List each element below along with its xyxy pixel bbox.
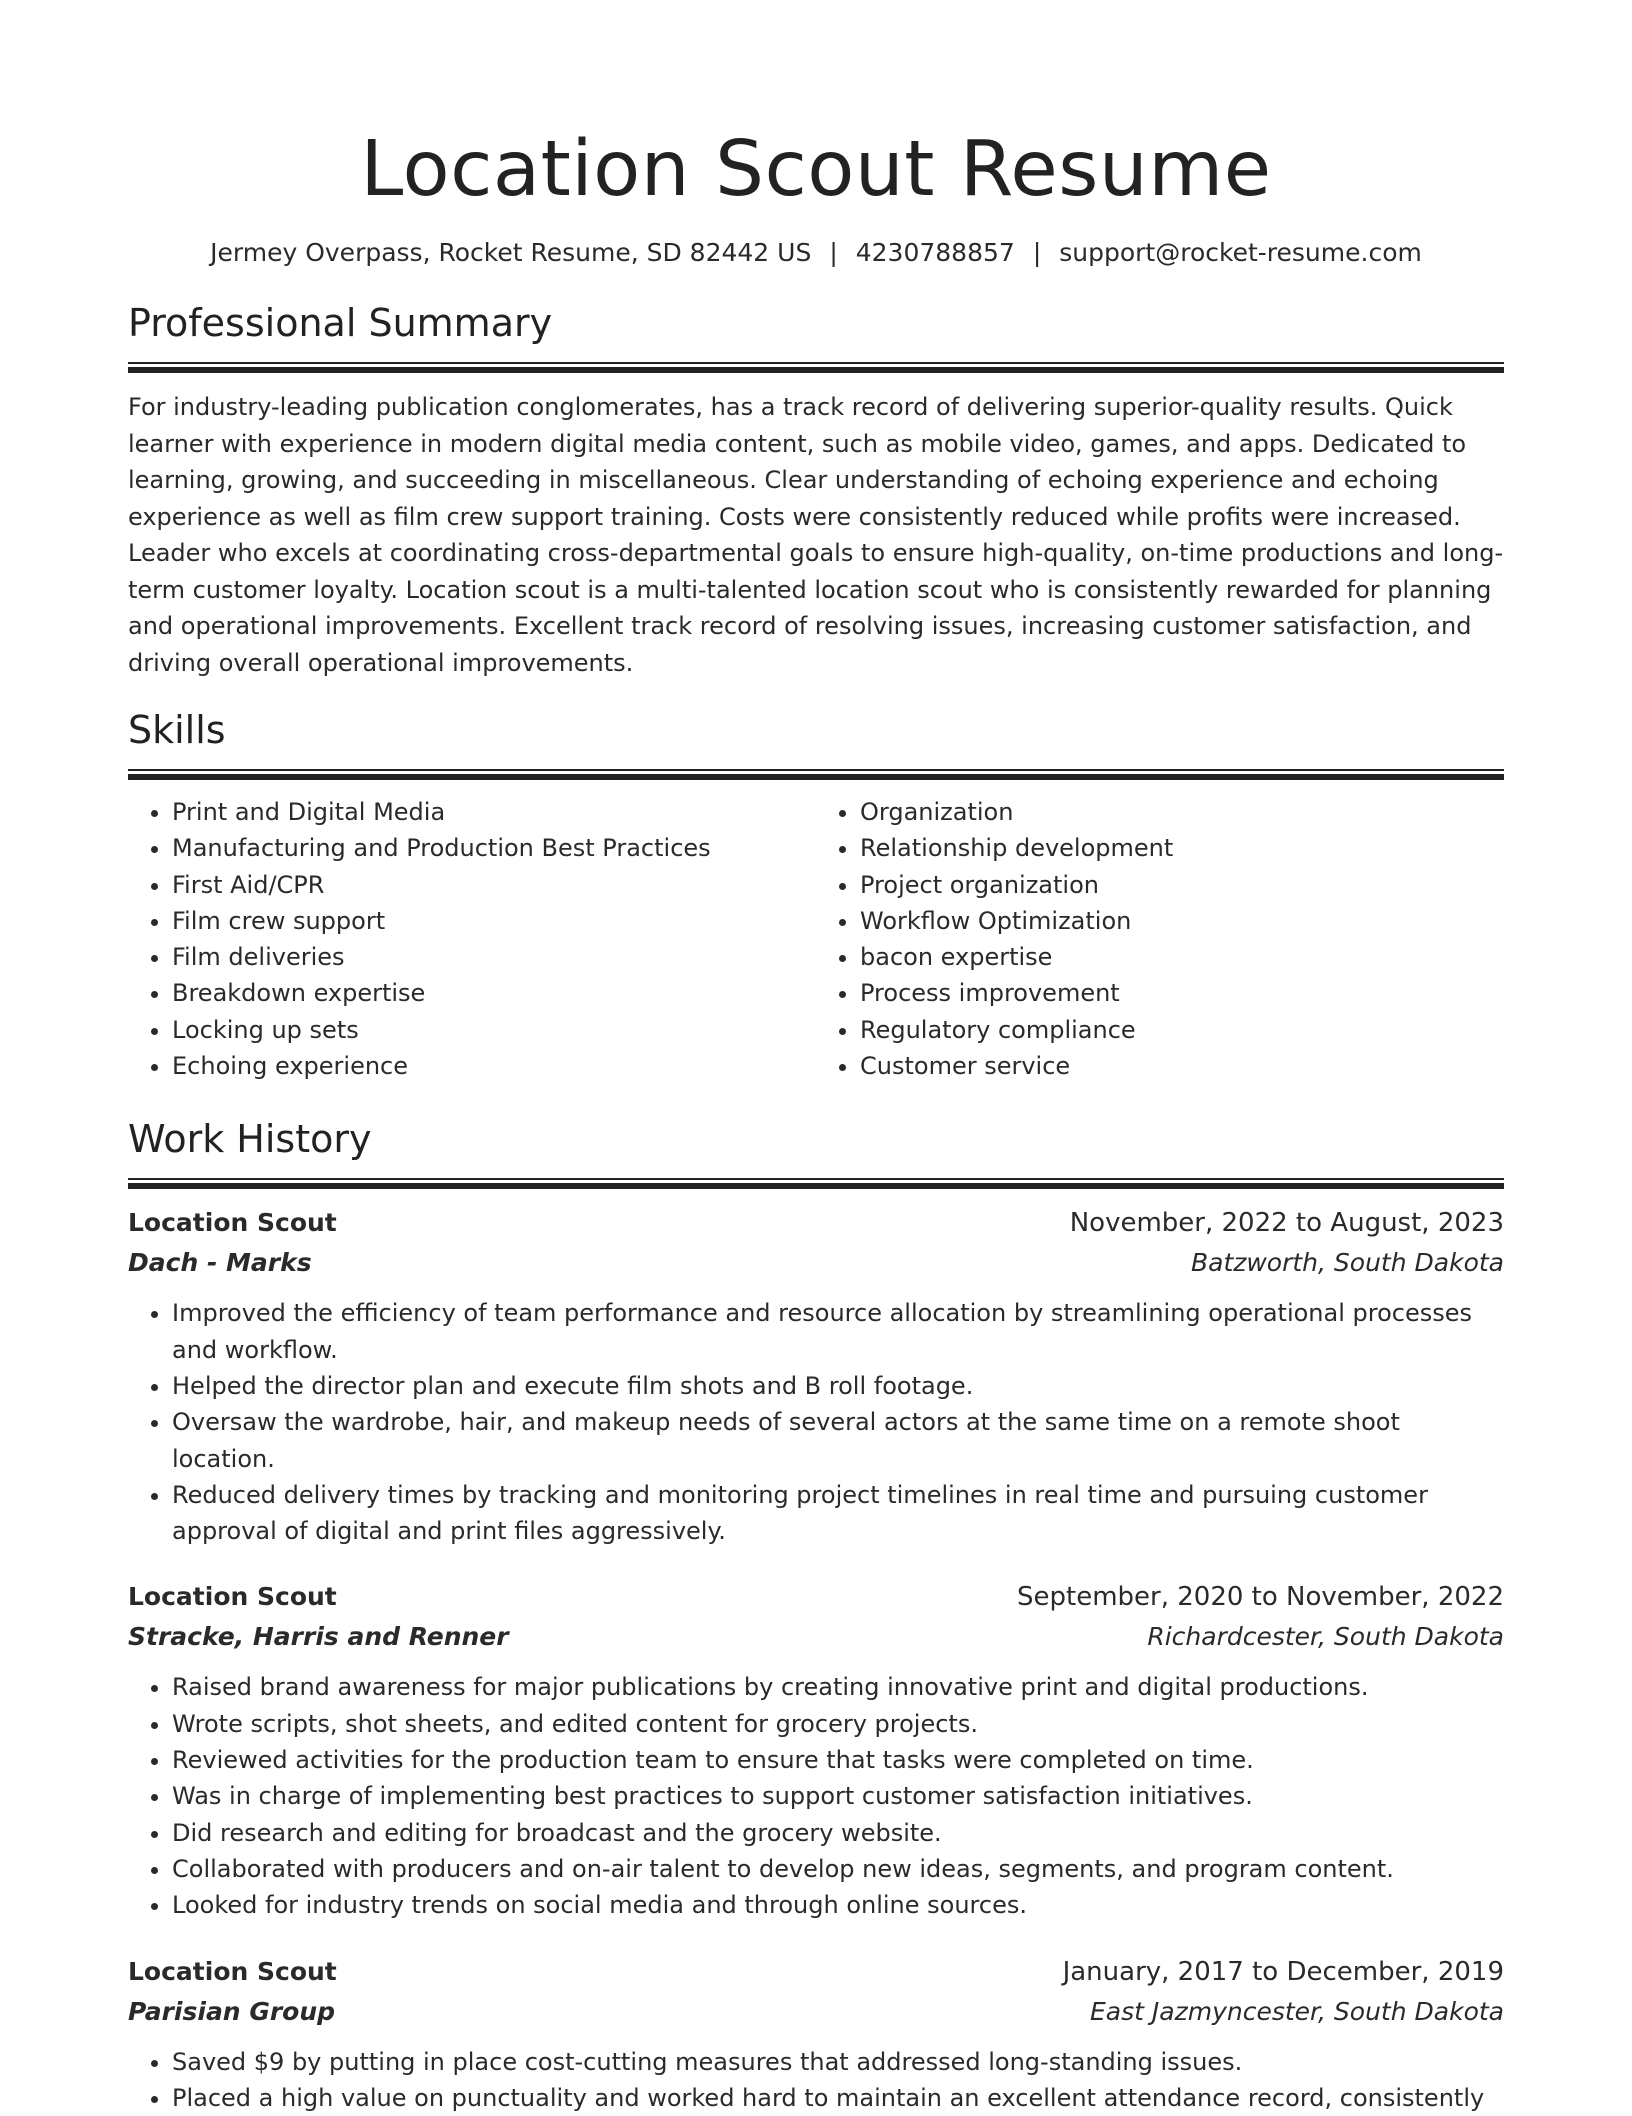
job-company: Parisian Group bbox=[128, 1996, 336, 2026]
skills-heading: Skills bbox=[128, 708, 226, 752]
job-bullet: • Did research and editing for broadcast and the grocery website. bbox=[172, 1815, 1504, 1851]
skill-item: • Locking up sets bbox=[172, 1012, 816, 1048]
job-header-row bbox=[128, 1952, 1504, 1992]
contact-email: support@rocket-resume.com bbox=[1059, 238, 1422, 267]
job-bullet: • Helped the director plan and execute film shots and B roll footage. bbox=[172, 1368, 1504, 1404]
skill-item: • Film crew support bbox=[172, 903, 816, 939]
job-location: Batzworth, South Dakota bbox=[1190, 1248, 1504, 1278]
summary-heading: Professional Summary bbox=[128, 301, 553, 345]
job-bullets bbox=[128, 1295, 1504, 1549]
skill-item: • Organization bbox=[860, 794, 1504, 830]
job-bullet: • Improved the efficiency of team performance and resource allocation by streamlining operational processes and workflow. bbox=[172, 1295, 1504, 1368]
job-bullet: • Wrote scripts, shot sheets, and edited content for grocery projects. bbox=[172, 1706, 1504, 1742]
contact-address: Jermey Overpass, Rocket Resume, SD 82442 US bbox=[210, 238, 812, 267]
job-bullets bbox=[128, 2044, 1504, 2116]
job-bullet: • Placed a high value on punctuality and worked hard to maintain an excellent attendance record, consistently bbox=[172, 2080, 1504, 2116]
skill-item: • Regulatory compliance bbox=[860, 1012, 1504, 1048]
job-dates: November, 2022 to August, 2023 bbox=[1069, 1208, 1504, 1239]
skill-item: • Workflow Optimization bbox=[860, 903, 1504, 939]
skill-item: • Project organization bbox=[860, 867, 1504, 903]
job-bullet: • Saved $9 by putting in place cost-cutting measures that addressed long-standing issues. bbox=[172, 2044, 1504, 2080]
skills-section bbox=[128, 705, 1504, 1084]
section-divider bbox=[128, 362, 1504, 373]
section-divider bbox=[128, 769, 1504, 780]
job-bullet: • Collaborated with producers and on-air talent to develop new ideas, segments, and program content. bbox=[172, 1851, 1504, 1887]
skills-list-right bbox=[816, 794, 1504, 1084]
job-dates: September, 2020 to November, 2022 bbox=[1017, 1582, 1504, 1613]
job-entry bbox=[128, 1577, 1504, 1923]
work-history-section bbox=[128, 1114, 1504, 2116]
job-company: Dach - Marks bbox=[128, 1248, 312, 1278]
job-location: East Jazmyncester, South Dakota bbox=[1090, 1996, 1504, 2026]
job-company: Stracke, Harris and Renner bbox=[128, 1622, 509, 1652]
job-company-row bbox=[128, 1617, 1504, 1657]
skill-item: • Breakdown expertise bbox=[172, 975, 816, 1011]
job-company-row bbox=[128, 1243, 1504, 1283]
skill-item: • Film deliveries bbox=[172, 939, 816, 975]
job-entry bbox=[128, 1952, 1504, 2116]
work-history-heading: Work History bbox=[128, 1117, 372, 1162]
skill-item: • Customer service bbox=[860, 1048, 1504, 1084]
job-title: Location Scout bbox=[128, 1208, 337, 1238]
document-title: Location Scout Resume bbox=[360, 125, 1272, 214]
skill-item: • bacon expertise bbox=[860, 939, 1504, 975]
job-bullets bbox=[128, 1669, 1504, 1923]
summary-section bbox=[128, 298, 1504, 681]
skill-item: • Print and Digital Media bbox=[172, 794, 816, 830]
job-bullet: • Reduced delivery times by tracking and monitoring project timelines in real time and pursuing customer approval of digital and print files aggressively. bbox=[172, 1477, 1504, 1550]
skill-item: • Process improvement bbox=[860, 975, 1504, 1011]
job-bullet: • Raised brand awareness for major publications by creating innovative print and digital productions. bbox=[172, 1669, 1504, 1705]
skill-item: • Echoing experience bbox=[172, 1048, 816, 1084]
job-dates: January, 2017 to December, 2019 bbox=[1062, 1956, 1504, 1987]
job-company-row bbox=[128, 1992, 1504, 2032]
job-title: Location Scout bbox=[128, 1582, 337, 1612]
skills-list-left bbox=[128, 794, 816, 1084]
job-title: Location Scout bbox=[128, 1956, 337, 1986]
contact-separator: | bbox=[1032, 238, 1042, 267]
contact-separator: | bbox=[829, 238, 838, 267]
skill-item: • Relationship development bbox=[860, 830, 1504, 866]
job-location: Richardcester, South Dakota bbox=[1147, 1622, 1504, 1652]
job-bullet: • Was in charge of implementing best practices to support customer satisfaction initiatives. bbox=[172, 1778, 1504, 1814]
job-header-row bbox=[128, 1203, 1504, 1243]
job-entry bbox=[128, 1203, 1504, 1549]
resume-page bbox=[128, 0, 1504, 2116]
job-header-row bbox=[128, 1577, 1504, 1617]
job-bullet: • Reviewed activities for the production team to ensure that tasks were completed on time. bbox=[172, 1742, 1504, 1778]
section-divider bbox=[128, 1178, 1504, 1189]
summary-text: For industry-leading publication conglomerates, has a track record of delivering superior-quality results. Quick learner with experience in modern digital media content, such as mobile video, games, and apps. Dedicated to learning, growing, and succeeding in miscellaneous. Clear understanding of echoing experience and echoing experience as well as film crew support training. Costs were consistently reduced while profits were increased. Leader who excels at coordinating cross-departmental goals to ensure high-quality, on-time productions and long-term customer loyalty. Location scout is a multi-talented location scout who is consistently rewarded for planning and operational improvements. Excellent track record of resolving issues, increasing customer satisfaction, and driving overall operational improvements. bbox=[128, 393, 1504, 677]
skill-item: • Manufacturing and Production Best Practices bbox=[172, 830, 816, 866]
job-bullet: • Oversaw the wardrobe, hair, and makeup needs of several actors at the same time on a remote shoot location. bbox=[172, 1404, 1504, 1477]
contact-line bbox=[128, 236, 1504, 270]
skills-columns bbox=[128, 794, 1504, 1084]
skill-item: • First Aid/CPR bbox=[172, 867, 816, 903]
contact-phone: 4230788857 bbox=[855, 238, 1015, 267]
job-bullet: • Looked for industry trends on social media and through online sources. bbox=[172, 1887, 1504, 1923]
